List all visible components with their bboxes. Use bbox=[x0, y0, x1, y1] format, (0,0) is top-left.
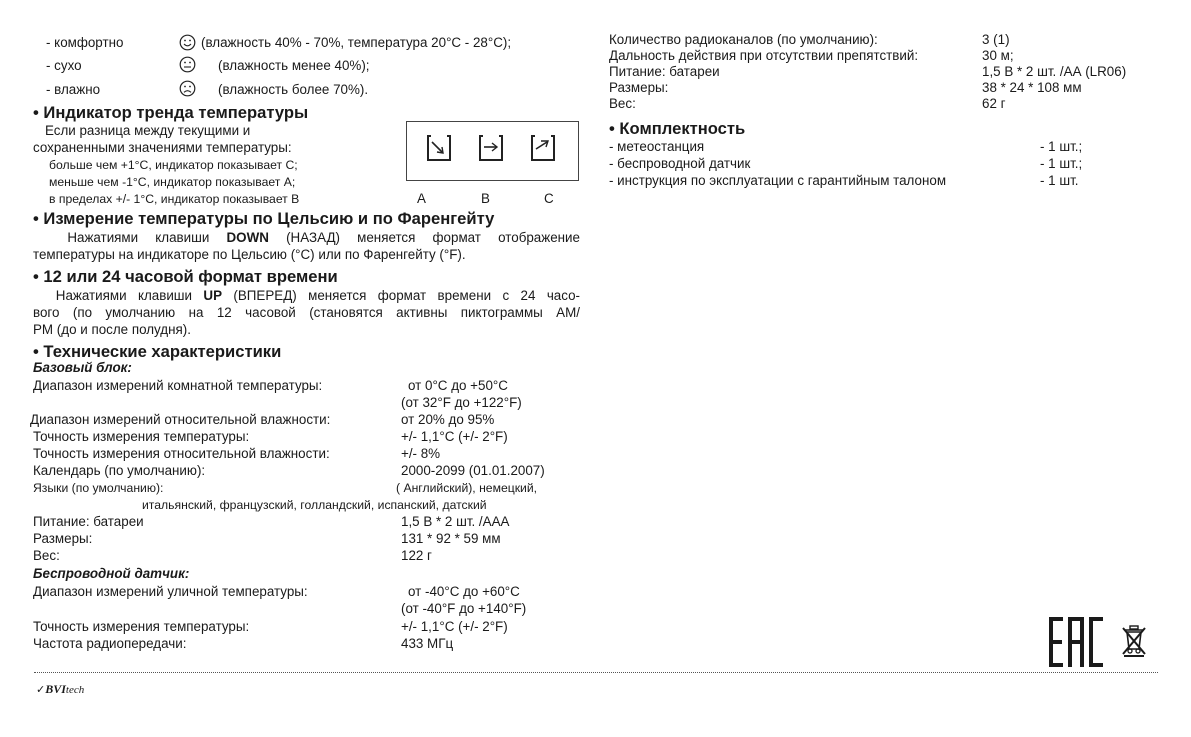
spec-label: Диапазон измерений комнатной температуры: bbox=[33, 378, 323, 393]
trend-rising-icon bbox=[529, 133, 557, 163]
trend-text: меньше чем -1°C, индикатор показывает А; bbox=[49, 175, 296, 189]
spec-value: (от 32°F до +122°F) bbox=[401, 395, 522, 410]
spec-value: (от -40°F до +140°F) bbox=[401, 601, 527, 616]
section-heading-trend: • Индикатор тренда температуры bbox=[33, 103, 309, 122]
spec-value: ( Английский), немецкий, bbox=[396, 481, 538, 495]
spec-value: 1,5 В * 2 шт. /ААА bbox=[401, 514, 510, 529]
spec-label: Вес: bbox=[33, 548, 60, 563]
spec-value: 122 г bbox=[401, 548, 432, 563]
celsius-text: температуры на индикаторе по Цельсию (°C) или по Фаренгейту (°F). bbox=[33, 247, 466, 262]
kit-quantity: - 1 шт.; bbox=[1040, 139, 1083, 154]
spec-label: Языки (по умолчанию): bbox=[33, 481, 164, 495]
spec-value: от 20% до 95% bbox=[401, 412, 495, 427]
spec-value: 30 м; bbox=[982, 48, 1014, 63]
spec-value: итальянский, французский, голландский, испанский, датский bbox=[142, 498, 487, 512]
trend-text: Если разница между текущими и bbox=[45, 123, 251, 138]
trend-text: больше чем +1°C, индикатор показывает С; bbox=[49, 158, 298, 172]
smiley-happy-icon bbox=[179, 34, 196, 51]
spec-value: +/- 1,1°C (+/- 2°F) bbox=[401, 429, 508, 444]
smiley-neutral-icon bbox=[179, 56, 196, 73]
brand-logo bbox=[36, 682, 84, 697]
trend-label-c: C bbox=[544, 191, 554, 206]
section-heading-celsius: • Измерение температуры по Цельсию и по Фаренгейту bbox=[33, 209, 495, 228]
comfort-description: (влажность менее 40%); bbox=[218, 58, 370, 73]
spec-value: +/- 1,1°C (+/- 2°F) bbox=[401, 619, 508, 634]
spec-value: 433 МГц bbox=[401, 636, 454, 651]
kit-quantity: - 1 шт.; bbox=[1040, 156, 1083, 171]
section-heading-specs: • Технические характеристики bbox=[33, 342, 282, 361]
spec-value: 1,5 В * 2 шт. /АА (LR06) bbox=[982, 64, 1127, 79]
time-format-text: Нажатиями клавиши UP (ВПЕРЕД) меняется формат времени с 24 часо- bbox=[55, 288, 580, 303]
trend-text: сохраненными значениями температуры: bbox=[33, 140, 292, 155]
spec-label: Точность измерения температуры: bbox=[33, 429, 250, 444]
spec-label: Частота радиопередачи: bbox=[33, 636, 187, 651]
kit-item: - метеостанция bbox=[609, 139, 705, 154]
eac-logo bbox=[1047, 615, 1105, 669]
spec-label: Диапазон измерений относительной влажности: bbox=[30, 412, 331, 427]
comfort-description: (влажность более 70%). bbox=[218, 82, 369, 97]
spec-label: Точность измерения относительной влажности: bbox=[33, 446, 330, 461]
spec-value: от -40°C до +60°C bbox=[408, 584, 520, 599]
spec-value: 2000-2099 (01.01.2007) bbox=[401, 463, 545, 478]
specs-subtitle-base: Базовый блок: bbox=[33, 360, 132, 375]
spec-label: Количество радиоканалов (по умолчанию): bbox=[609, 32, 878, 47]
spec-value: +/- 8% bbox=[401, 446, 441, 461]
spec-label: Точность измерения температуры: bbox=[33, 619, 250, 634]
spec-label: Размеры: bbox=[609, 80, 669, 95]
spec-value: от 0°C до +50°C bbox=[408, 378, 508, 393]
smiley-sad-icon bbox=[179, 80, 196, 97]
spec-label: Календарь (по умолчанию): bbox=[33, 463, 206, 478]
spec-value: 3 (1) bbox=[982, 32, 1010, 47]
brand-suffix: tech bbox=[65, 684, 85, 696]
spec-label: Дальность действия при отсутствии препятствий: bbox=[609, 48, 919, 63]
spec-label: Вес: bbox=[609, 96, 636, 111]
spec-value: 131 * 92 * 59 мм bbox=[401, 531, 501, 546]
section-heading-time-format: • 12 или 24 часовой формат времени bbox=[33, 267, 338, 286]
spec-label: Размеры: bbox=[33, 531, 93, 546]
brand-name: BVI bbox=[45, 682, 66, 696]
brand-checkmark-icon: ✓ bbox=[36, 684, 46, 696]
footer-divider bbox=[34, 672, 1158, 673]
comfort-label: - комфортно bbox=[46, 35, 124, 50]
kit-quantity: - 1 шт. bbox=[1040, 173, 1079, 188]
kit-item: - беспроводной датчик bbox=[609, 156, 751, 171]
time-format-text: PM (до и после полудня). bbox=[33, 322, 191, 337]
kit-item: - инструкция по эксплуатации с гарантийным талоном bbox=[609, 173, 947, 188]
comfort-row bbox=[46, 35, 123, 52]
comfort-description: (влажность 40% - 70%, температура 20°C - 28°C); bbox=[201, 35, 512, 50]
specs-subtitle-sensor: Беспроводной датчик: bbox=[33, 566, 190, 581]
spec-value: 38 * 24 * 108 мм bbox=[982, 80, 1082, 95]
section-heading-kit: • Комплектность bbox=[609, 119, 746, 138]
trend-falling-icon bbox=[425, 133, 453, 163]
weee-crossed-bin-icon bbox=[1122, 625, 1146, 657]
trend-indicator-panel bbox=[406, 121, 579, 181]
spec-label: Диапазон измерений уличной температуры: bbox=[33, 584, 308, 599]
comfort-label: - сухо bbox=[46, 58, 82, 73]
spec-value: 62 г bbox=[982, 96, 1006, 111]
spec-label: Питание: батареи bbox=[609, 64, 720, 79]
celsius-text: Нажатиями клавиши DOWN (НАЗАД) меняется формат отображение bbox=[67, 230, 580, 245]
trend-label-a: A bbox=[417, 191, 426, 206]
trend-text: в пределах +/- 1°C, индикатор показывает В bbox=[49, 192, 300, 206]
comfort-label: - влажно bbox=[46, 82, 101, 97]
time-format-text: вого (по умолчанию на 12 часовой (становятся активны пиктограммы AM/ bbox=[33, 305, 580, 320]
spec-label: Питание: батареи bbox=[33, 514, 144, 529]
trend-label-b: B bbox=[481, 191, 490, 206]
trend-steady-icon bbox=[477, 133, 505, 163]
